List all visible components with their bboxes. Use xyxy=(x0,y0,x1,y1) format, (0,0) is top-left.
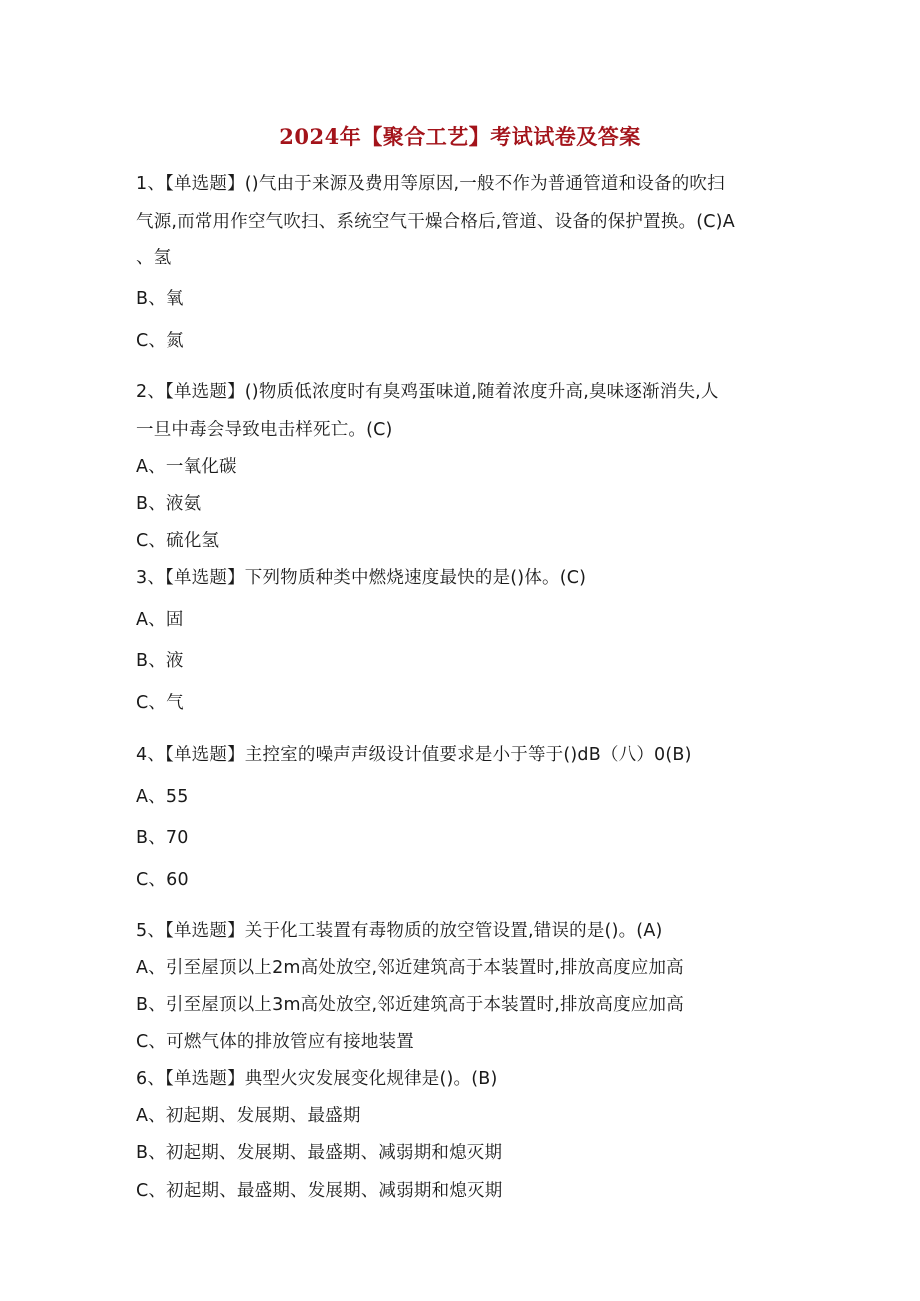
question-3-line-1: 3、【单选题】下列物质种类中燃烧速度最快的是()体。(C) xyxy=(136,568,587,588)
question-2-option-c: C、硫化氢 xyxy=(136,531,220,551)
question-4-option-c: C、60 xyxy=(136,870,189,890)
question-5-line-1: 5、【单选题】关于化工装置有毒物质的放空管设置,错误的是()。(A) xyxy=(136,921,663,941)
question-6-option-b: B、初起期、发展期、最盛期、减弱期和熄灭期 xyxy=(136,1143,503,1163)
question-2-line-1: 2、【单选题】()物质低浓度时有臭鸡蛋味道,随着浓度升高,臭味逐渐消失,人 xyxy=(136,382,719,402)
question-3-option-a: A、固 xyxy=(136,610,184,630)
question-5-option-c: C、可燃气体的排放管应有接地装置 xyxy=(136,1032,414,1052)
question-1-option-b: B、氧 xyxy=(136,289,184,309)
question-2-option-b: B、液氨 xyxy=(136,494,202,514)
question-1-line-1: 1、【单选题】()气由于来源及费用等原因,一般不作为普通管道和设备的吹扫 xyxy=(136,174,725,194)
question-1-line-3: 、氢 xyxy=(136,248,172,268)
question-3-option-b: B、液 xyxy=(136,651,184,671)
question-6-option-c: C、初起期、最盛期、发展期、减弱期和熄灭期 xyxy=(136,1181,503,1201)
question-4-option-b: B、70 xyxy=(136,828,189,848)
question-3-option-c: C、气 xyxy=(136,693,184,713)
question-4-option-a: A、55 xyxy=(136,787,189,807)
document-title: 2024年【聚合工艺】考试试卷及答案 xyxy=(279,124,641,149)
question-6-option-a: A、初起期、发展期、最盛期 xyxy=(136,1106,361,1126)
question-5-option-b: B、引至屋顶以上3m高处放空,邻近建筑高于本装置时,排放高度应加高 xyxy=(136,995,684,1015)
question-2-line-2: 一旦中毒会导致电击样死亡。(C) xyxy=(136,420,393,440)
question-2-option-a: A、一氧化碳 xyxy=(136,457,237,477)
question-1-line-2: 气源,而常用作空气吹扫、系统空气干燥合格后,管道、设备的保护置换。(C)A xyxy=(136,212,735,232)
question-6-line-1: 6、【单选题】典型火灾发展变化规律是()。(B) xyxy=(136,1069,498,1089)
question-4-line-1: 4、【单选题】主控室的噪声声级设计值要求是小于等于()dB（八）0(B) xyxy=(136,745,692,765)
question-1-option-c: C、氮 xyxy=(136,331,184,351)
question-5-option-a: A、引至屋顶以上2m高处放空,邻近建筑高于本装置时,排放高度应加高 xyxy=(136,958,684,978)
